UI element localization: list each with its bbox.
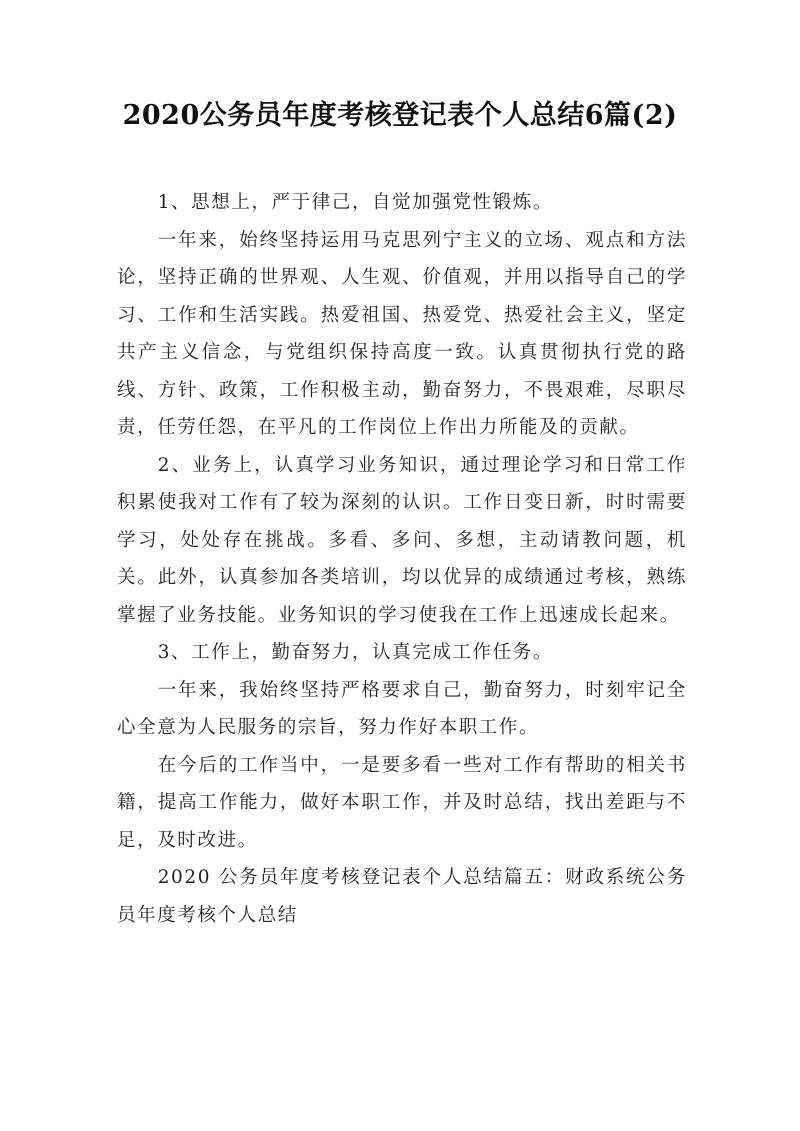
paragraph-6: 在今后的工作当中，一是要多看一些对工作有帮助的相关书籍，提高工作能力，做好本职工作，并及时总结，找出差距与不足，及时改进。 <box>117 754 687 851</box>
document-body <box>117 184 687 934</box>
paragraph-5: 一年来，我始终坚持严格要求自己，勤奋努力，时刻牢记全心全意为人民服务的宗旨，努力作好本职工作。 <box>117 679 687 738</box>
document-title: 2020公务员年度考核登记表个人总结6篇(2) <box>122 100 678 131</box>
paragraph-2: 一年来，始终坚持运用马克思列宁主义的立场、观点和方法论，坚持正确的世界观、人生观、价值观，并用以指导自己的学习、工作和生活实践。热爱祖国、热爱党、热爱社会主义，坚定共产主义信念，与党组织保持高度一致。认真贯彻执行党的路线、方针、政策，工作积极主动，勤奋努力，不畏艰难，尽职尽责，任劳任怨，在平凡的工作岗位上作出力所能及的贡献。 <box>117 229 687 438</box>
paragraph-7: 2020 公务员年度考核登记表个人总结篇五：财政系统公务员年度考核个人总结 <box>117 867 687 926</box>
paragraph-3: 2、业务上，认真学习业务知识，通过理论学习和日常工作积累使我对工作有了较为深刻的认识。工作日变日新，时时需要学习，处处存在挑战。多看、多问、多想，主动请教问题，机关。此外，认真参加各类培训，均以优异的成绩通过考核，熟练掌握了业务技能。业务知识的学习使我在工作上迅速成长起来。 <box>117 454 687 626</box>
paragraph-1: 1、思想上，严于律己，自觉加强党性锻炼。 <box>157 192 553 213</box>
paragraph-4: 3、工作上，勤奋努力，认真完成工作任务。 <box>157 642 553 663</box>
